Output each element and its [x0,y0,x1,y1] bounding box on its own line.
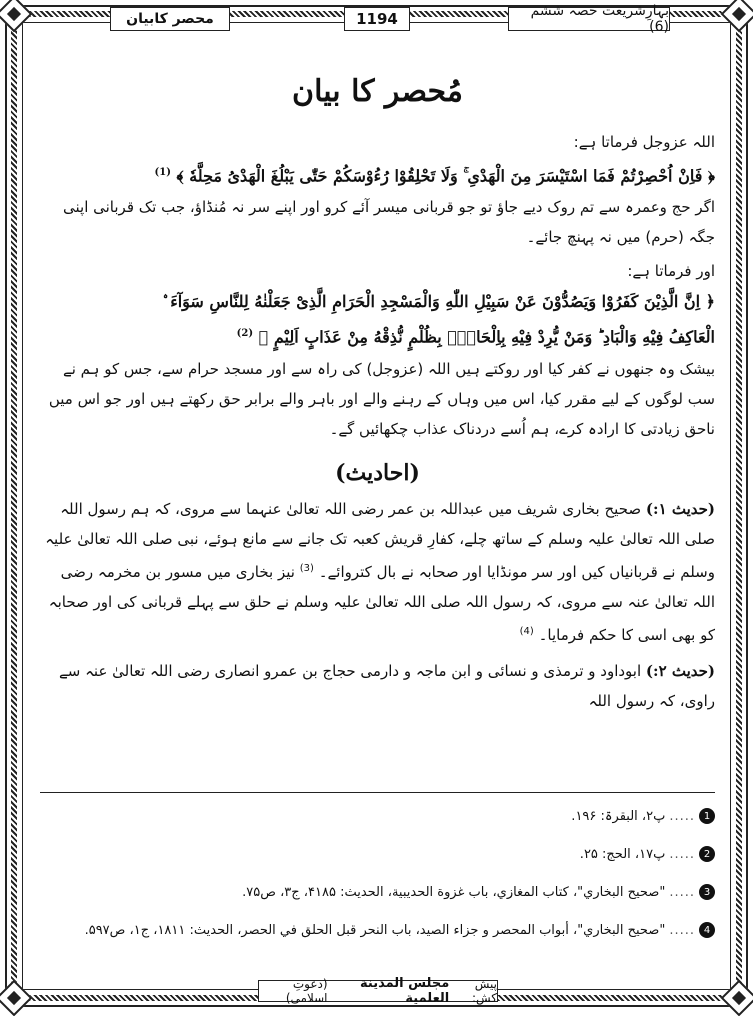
footnote-ref: (3) [299,562,314,574]
page-title: مُحصر کا بیان [292,74,463,109]
footnote-number: 3 [699,884,715,900]
footnote-item [40,922,715,938]
header-book-title: بہارِشریعت حصہ ششم (6) [508,7,670,31]
footnote-separator [40,792,715,793]
ayah-2-line-1: ﴿ اِنَّ الَّذِیْنَ كَفَرُوْا وَیَصُدُّوْنَ عَنْ سَبِیْلِ اللّٰهِ وَالْمَسْجِدِ الْحَرَامِ الَّذِیْ جَعَلْنٰهُ لِلنَّاسِ سَوَآءَ ۨ [160,292,715,312]
footer-org: مجلس المدینة العلمیة [360,976,450,1006]
footer-suffix: (دعوتِ اسلامی) [285,977,328,1005]
footnote-leader: ..... [669,884,695,900]
footnote-leader: ..... [669,846,695,862]
section-heading: (احادیث) [335,459,420,486]
footnote-text: "صحیح البخاري"، کتاب المغازي، باب غزوة الحدیبیة، الحدیث: ۴۱۸۵، ج۳، ص۷۵. [242,884,666,900]
footnote-ref: (2) [236,328,254,340]
footnote-ref: (4) [519,625,534,637]
footnote-number: 4 [699,922,715,938]
footnote-leader: ..... [669,922,695,938]
footnote-number: 1 [699,808,715,824]
hadith-1 [40,494,715,650]
main-content [40,52,715,716]
intro-text-1: اللہ عزوجل فرماتا ہے: [573,133,715,151]
intro-text-2: اور فرماتا ہے: [627,262,715,281]
translation-2: بیشک وہ جنھوں نے کفر کیا اور روکتے ہیں اللہ (عزوجل) کی راہ سے اور مسجد حرام سے، جس کو ہم نے سب لوگوں کے لیے مقرر کیا، اس میں وہاں کے رہنے والے اور باہر والے برابر حق رکھتے ہیں اور جو اس میں ناحق زیادتی کا ارادہ کرے، ہم اُسے دردناک عذاب چکھائیں گے۔ [48,359,715,438]
publisher-footer [258,976,498,1006]
header-chapter-title: محصر کابیان [110,7,230,31]
ayah-1-text: ﴿ فَاِنْ اُحْصِرْتُمْ فَمَا اسْتَیْسَرَ مِنَ الْهَدْیِ ۚ وَلَا تَحْلِقُوْا رُءُوْسَكُمْ حَتّٰى یَبْلُغَ الْهَدْیُ مَحِلَّهٗ ﴾ [176,166,715,186]
page-number: 1194 [344,7,410,31]
footnote-number: 2 [699,846,715,862]
footnote-item [40,846,715,862]
hadith-2 [40,656,715,716]
hadith-text: صحیح بخاری شریف میں عبداللہ بن عمر رضی اللہ تعالیٰ عنہما سے مروی، کہ ہم رسول اللہ صلی اللہ تعالیٰ علیہ وسلم کے ساتھ چلے، کفارِ قریش کعبہ تک جانے سے مانع ہوئے، نبی صلی اللہ تعالیٰ علیہ وسلم نے قربانیاں کیں اور سر مونڈایا اور صحابہ نے بال کتروائے۔ [45,499,715,581]
hadith-label: (حدیث ۱:) [645,499,715,518]
footnote-item [40,884,715,900]
hadith-label: (حدیث ۲:) [645,661,715,680]
ayah-2-line-2-text: الْعَاكِفُ فِیْهِ وَالْبَادِ ؕ وَمَنْ یُّرِدْ فِیْهِ بِاِلْحَادٍۭ بِظُلْمٍ نُّذِقْهُ مِنْ عَذَابٍ اَلِیْمٍ ﴾ [258,327,715,347]
footer-prefix: پیش کش: [471,977,497,1005]
footnote-text: پ۲، البقرۃ: ۱۹۶. [571,808,666,824]
footnote-leader: ..... [669,808,695,824]
footnote-ref: (1) [154,167,171,178]
ayah-2-line-2 [40,318,715,353]
footnote-item [40,808,715,824]
hadith-text: ابوداود و ترمذی و نسائی و ابن ماجہ و دارمی حجاج بن عمرو انصاری رضی اللہ تعالیٰ عنہ سے راوی، کہ رسول اللہ [59,661,715,710]
footnote-text: "صحیح البخاري"، أبواب المحصر و جزاء الصید، باب النحر قبل الحلق في الحصر، الحدیث: ۱۸۱۱، ج۱، ص۵۹۷. [84,922,666,938]
hadith-text: نیز بخاری میں مسور بن مخرمہ رضی اللہ تعالیٰ عنہ سے مروی، کہ رسول اللہ صلی اللہ تعالیٰ علیہ وسلم نے حلق سے پہلے قربانی کی اور صحابہ کو بھی اسی کا حکم فرمایا۔ [48,562,715,644]
ayah-1 [40,157,715,192]
translation-1: اگر حج وعمرہ سے تم روک دیے جاؤ تو جو قربانی میسر آئے کرو اور اپنے سر نہ مُنڈاؤ، جب تک قربانی اپنی جگہ (حرم) میں نہ پہنچ جائے۔ [62,198,715,247]
footnote-text: پ۱۷، الحج: ۲۵. [579,846,666,862]
